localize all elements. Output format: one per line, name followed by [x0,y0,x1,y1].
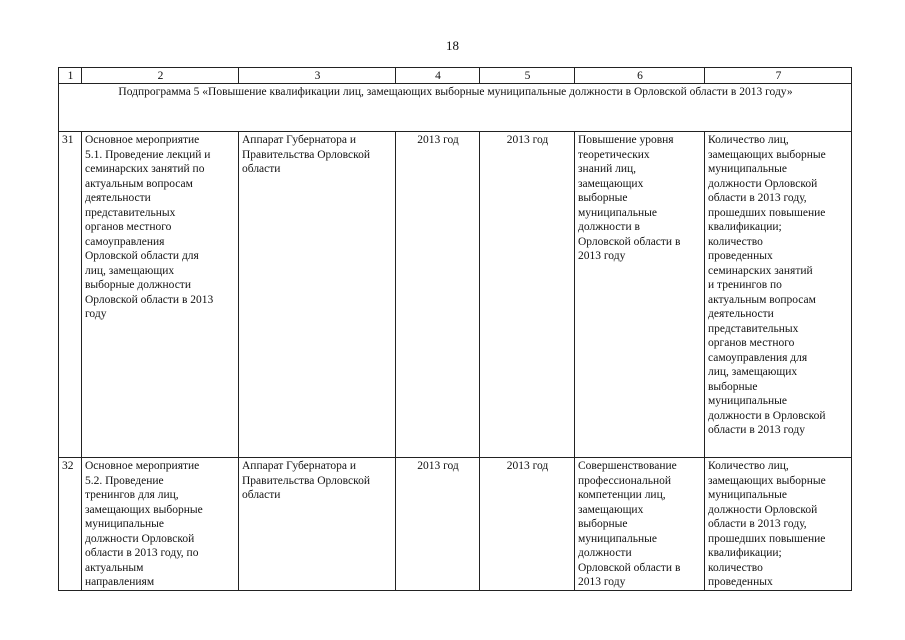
table-row [59,458,852,591]
column-number-row [59,68,852,84]
column-number-cell: 2 [82,68,239,84]
result-cell: Совершенствование профессиональной компетенции лиц, замещающих выборные муниципальные должности Орловской области в 2013 году [575,458,705,591]
end-date-cell: 2013 год [480,458,575,591]
end-date-cell: 2013 год [480,132,575,458]
column-number-cell: 3 [239,68,396,84]
row-number: 32 [59,458,82,591]
row-number: 31 [59,132,82,458]
column-number-cell: 4 [396,68,480,84]
start-date-cell: 2013 год [396,132,480,458]
table-row [59,132,852,458]
indicator-cell: Количество лиц, замещающих выборные муниципальные должности Орловской области в 2013 году, прошедших повышение квалификации; количество проведенных семинарских занятий и тренингов по актуальным вопросам деятельности представительных органов местного самоуправления для лиц, замещающих выборные муниципальные должности в Орловской области в 2013 году [705,132,852,458]
page-number: 18 [446,38,459,53]
column-number-cell: 1 [59,68,82,84]
program-table [58,67,852,591]
result-cell: Повышение уровня теоретических знаний лиц, замещающих выборные муниципальные должности в Орловской области в 2013 году [575,132,705,458]
indicator-cell: Количество лиц, замещающих выборные муниципальные должности Орловской области в 2013 году, прошедших повышение квалификации; количество проведенных [705,458,852,591]
column-number-cell: 5 [480,68,575,84]
column-number-cell: 7 [705,68,852,84]
start-date-cell: 2013 год [396,458,480,591]
activity-cell: Основное мероприятие 5.2. Проведение тренингов для лиц, замещающих выборные муниципальные должности Орловской области в 2013 году, по актуальным направлениям [82,458,239,591]
subprogram-title: Подпрограмма 5 «Повышение квалификации лиц, замещающих выборные муниципальные должности в Орловской области в 2013 году» [59,84,852,132]
subprogram-row [59,84,852,132]
executor-cell: Аппарат Губернатора и Правительства Орловской области [239,132,396,458]
activity-cell: Основное мероприятие 5.1. Проведение лекций и семинарских занятий по актуальным вопросам деятельности представительных органов местного самоуправления Орловской области для лиц, замещающих выборные должности Орловской области в 2013 году [82,132,239,458]
executor-cell: Аппарат Губернатора и Правительства Орловской области [239,458,396,591]
column-number-cell: 6 [575,68,705,84]
